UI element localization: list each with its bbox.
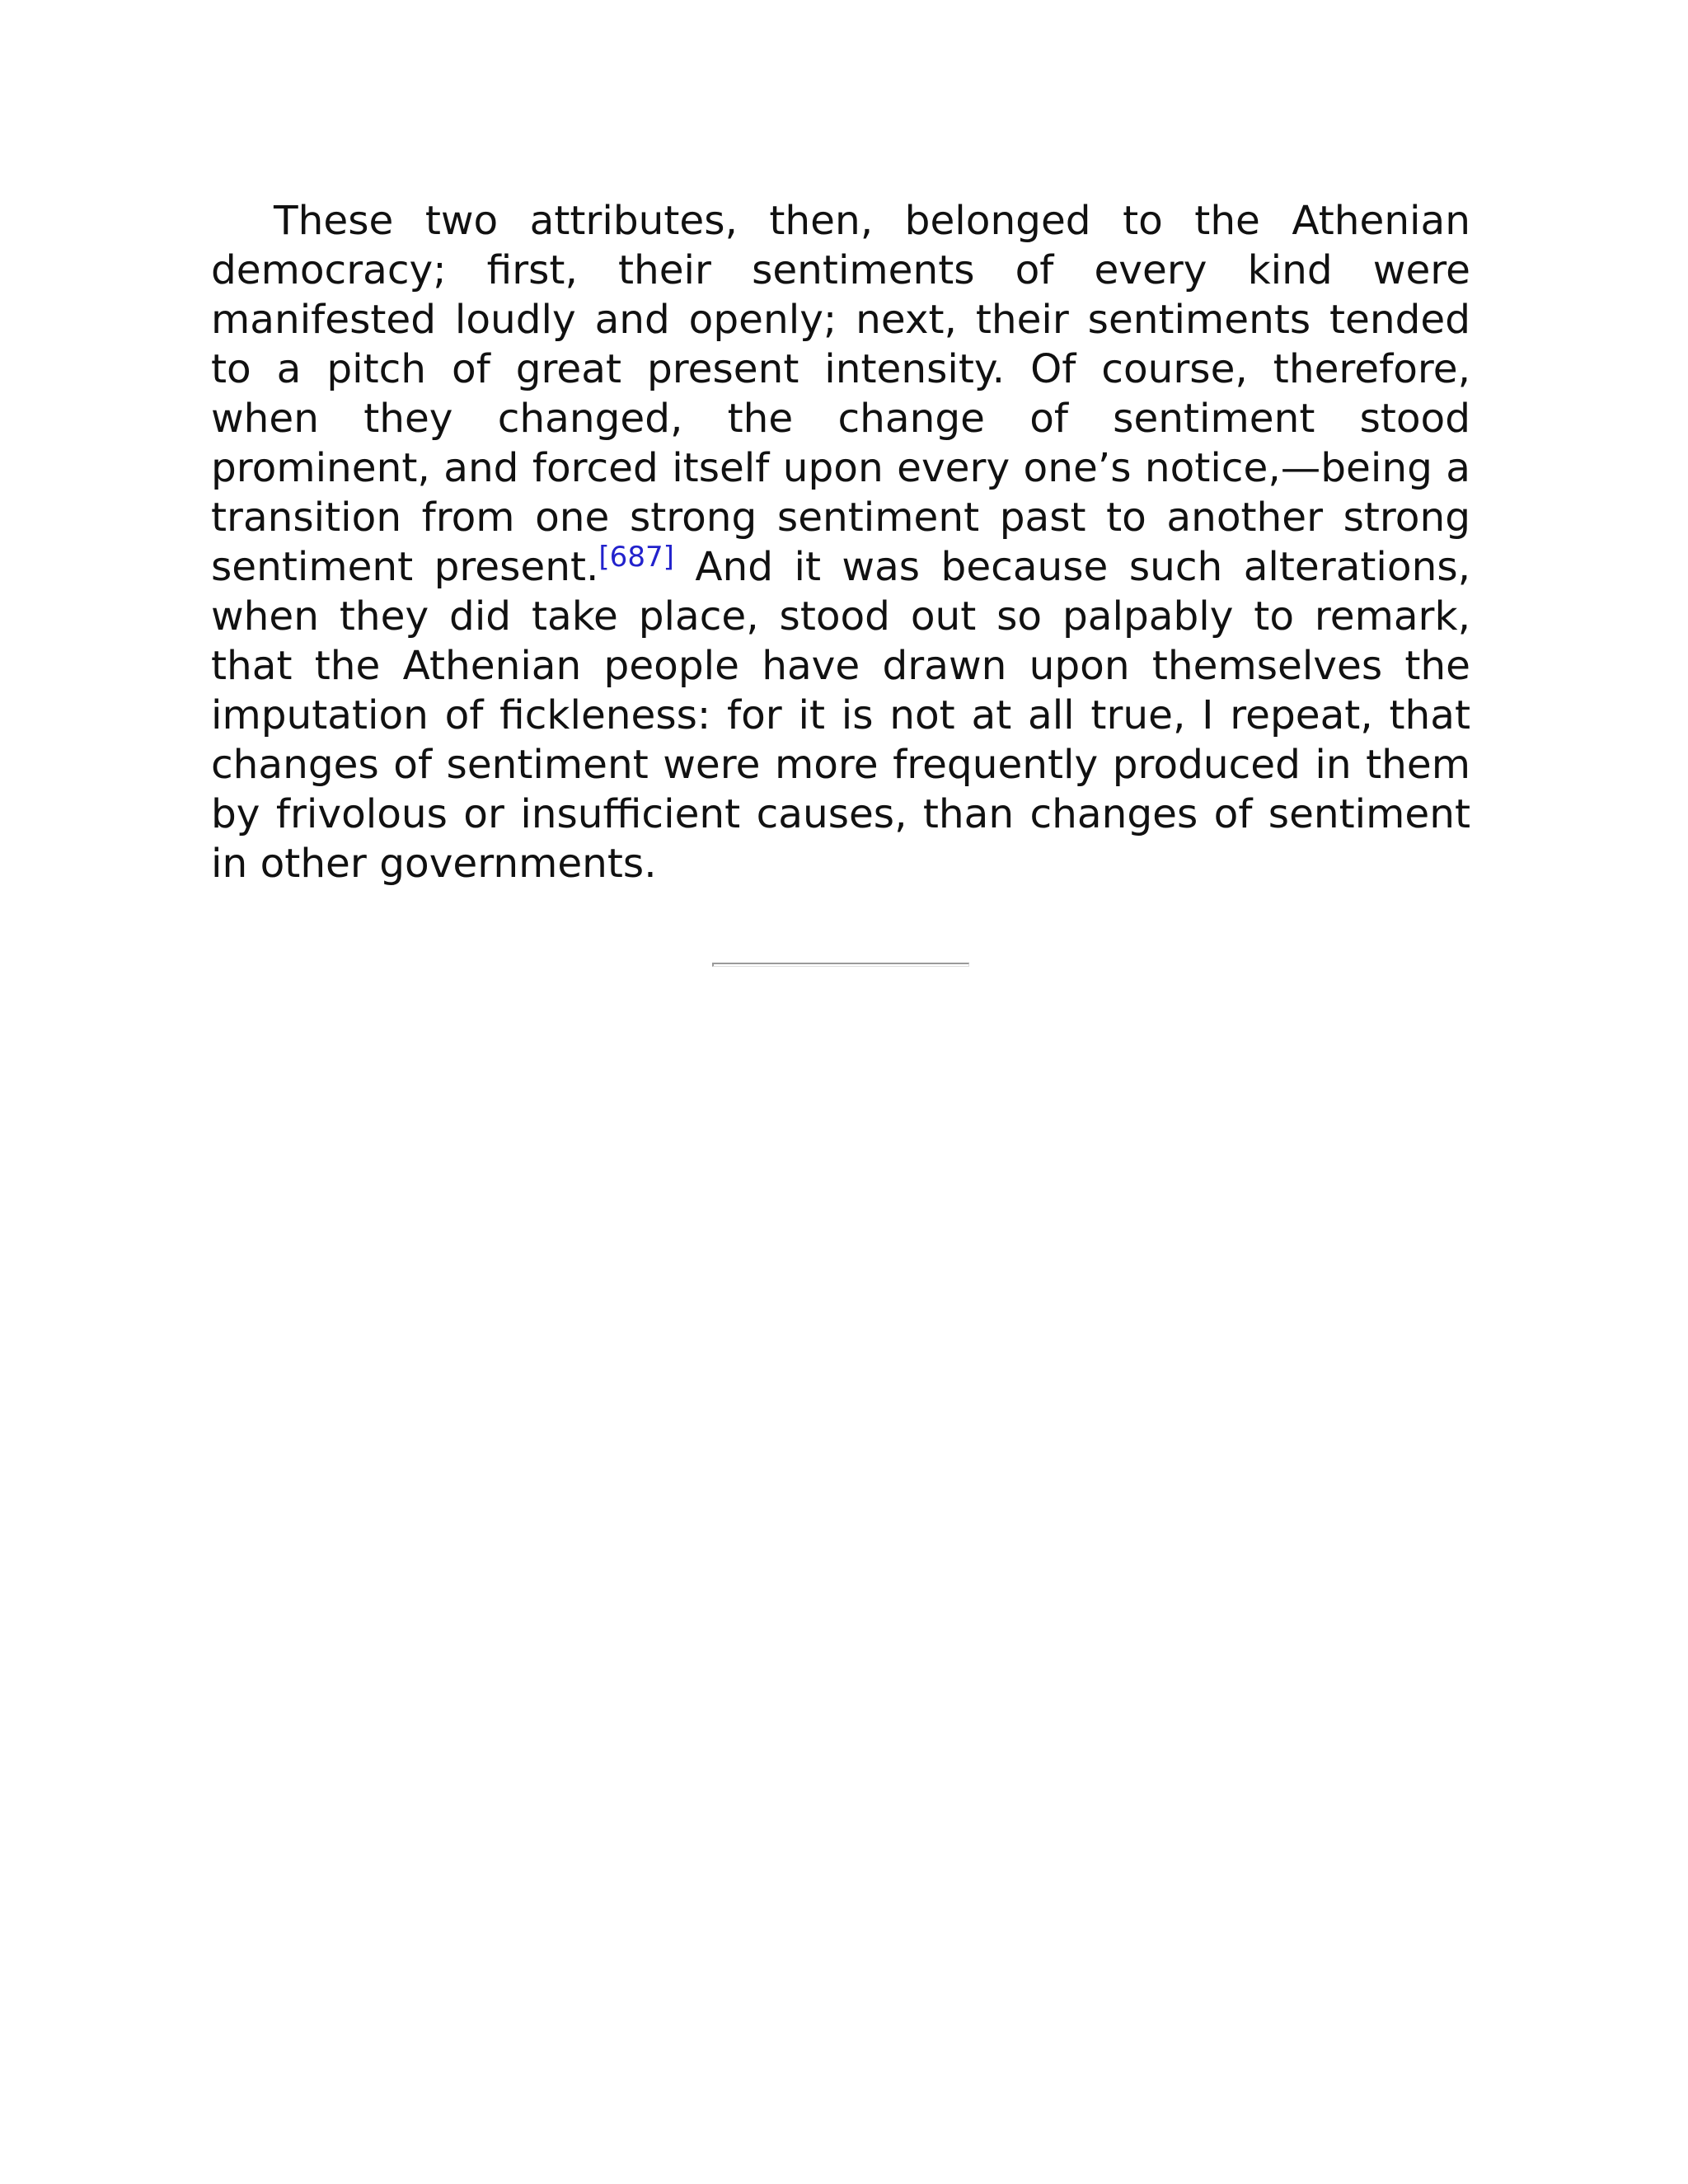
paragraph-text-before-note: These two attributes, then, belonged to the Athenian democracy; first, their sentiments of every kind were manifested loudly and openly; next, their sentiments tended to a pitch of great present intensity. Of course, therefore, when they changed, the change of sentiment stood prominent, and forced itself upon every one’s notice,—being a transition from one strong sentiment past to another strong sentiment present. [211, 198, 1470, 590]
section-divider [712, 963, 969, 967]
paragraph-text-after-note: And it was because such alterations, when they did take place, stood out so palpably to remark, that the Athenian people have drawn upon themselves the imputation of fickleness: for it is not at all true, I repeat, that changes of sentiment were more frequently produced in them by frivolous or insufficient causes, than changes of sentiment in other governments. [211, 544, 1471, 887]
footnote-link-687[interactable]: [687] [598, 541, 674, 574]
body-paragraph [211, 196, 1470, 888]
